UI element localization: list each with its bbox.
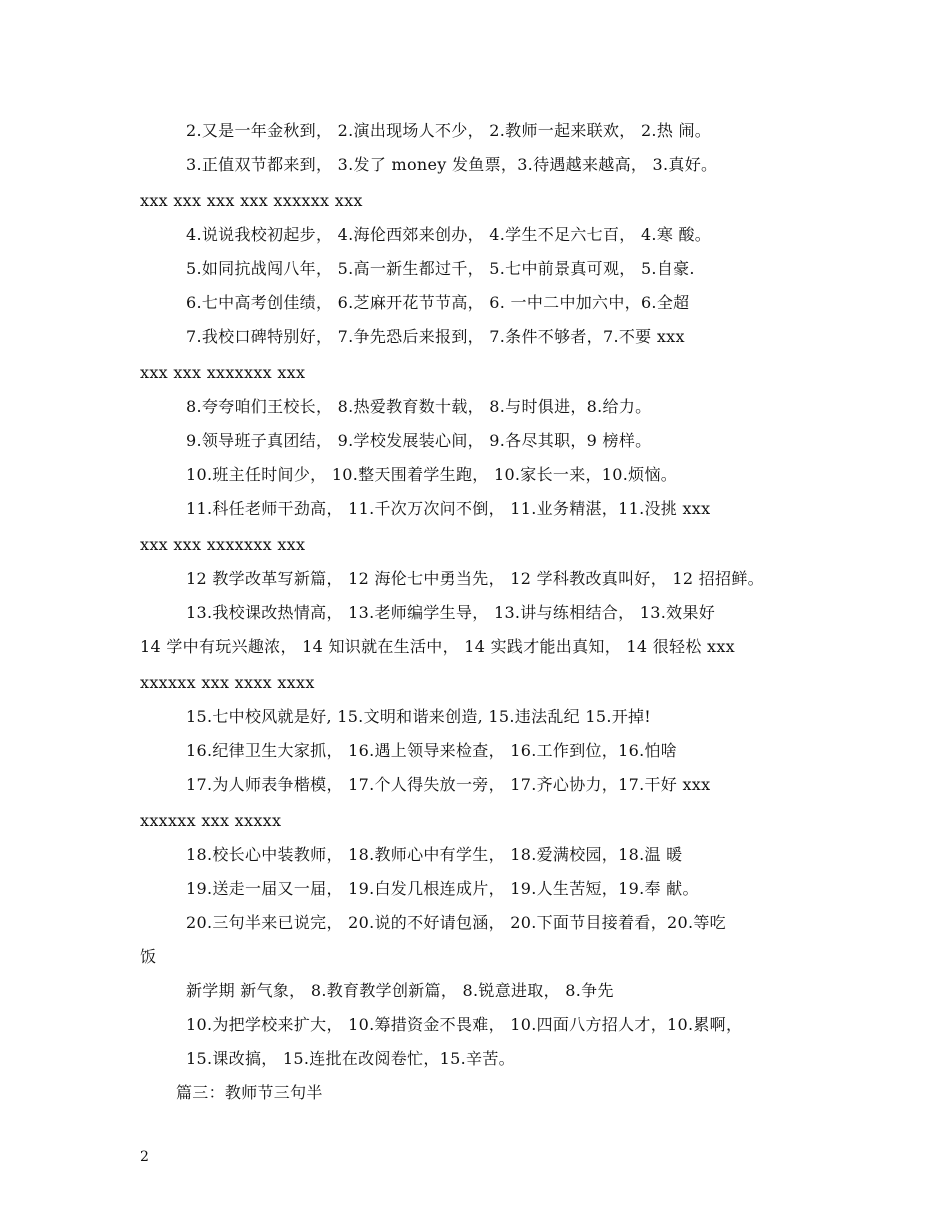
text-line: xxxxxx xxx xxxx xxxx: [140, 673, 315, 692]
text-line: xxx xxx xxxxxxx xxx: [140, 363, 306, 382]
text-line: 15.七中校风就是好, 15.文明和谐来创造, 15.违法乱纪 15.开掉!: [186, 707, 652, 726]
text-line: 20.三句半来已说完， 20.说的不好请包涵， 20.下面节目接着看，20.等吃: [186, 913, 726, 932]
text-line: 18.校长心中装教师， 18.教师心中有学生， 18.爱满校园，18.温 暖: [186, 845, 683, 864]
text-line: xxx xxx xxx xxx xxxxxx xxx: [140, 191, 363, 210]
text-line: 5.如同抗战闯八年， 5.高一新生都过千， 5.七中前景真可观， 5.自豪.: [186, 259, 695, 278]
section-heading: 篇三：教师节三句半: [176, 1083, 323, 1102]
text-line: 17.为人师表争楷模， 17.个人得失放一旁， 17.齐心协力，17.干好 xxx: [186, 775, 711, 794]
page-number: 2: [140, 1149, 149, 1165]
text-line: 8.夸夸咱们王校长， 8.热爱教育数十载， 8.与时俱进，8.给力。: [186, 397, 652, 416]
text-line: 新学期 新气象， 8.教育教学创新篇， 8.锐意进取， 8.争先: [186, 981, 614, 1000]
text-line: 15.课改搞， 15.连批在改阅卷忙，15.辛苦。: [186, 1049, 515, 1068]
text-line: 10.为把学校来扩大， 10.筹措资金不畏难， 10.四面八方招人才，10.累啊，: [186, 1015, 743, 1034]
text-line: 12 教学改革写新篇， 12 海伦七中勇当先， 12 学科教改真叫好， 12 招招鲜。: [186, 569, 764, 588]
text-line: xxxxxx xxx xxxxx: [140, 811, 282, 830]
text-line: xxx xxx xxxxxxx xxx: [140, 535, 306, 554]
text-line: 7.我校口碑特别好， 7.争先恐后来报到， 7.条件不够者，7.不要 xxx: [186, 327, 685, 346]
text-line: 19.送走一届又一届， 19.白发几根连成片， 19.人生苦短，19.奉 献。: [186, 879, 699, 898]
text-line: 10.班主任时间少， 10.整天围着学生跑， 10.家长一来，10.烦恼。: [186, 465, 678, 484]
text-line: 16.纪律卫生大家抓， 16.遇上领导来检查， 16.工作到位，16.怕啥: [186, 741, 678, 760]
text-line: 13.我校课改热情高， 13.老师编学生导， 13.讲与练相结合， 13.效果好: [186, 603, 716, 622]
text-line: 9.领导班子真团结， 9.学校发展装心间， 9.各尽其职，9 榜样。: [186, 431, 652, 450]
text-line: 11.科任老师干劲高， 11.千次万次问不倒， 11.业务精湛，11.没挑 xxx: [186, 499, 711, 518]
text-line: 饭: [140, 947, 157, 966]
text-line: 3.正值双节都来到， 3.发了 money 发鱼票，3.待遇越来越高， 3.真好。: [186, 155, 718, 174]
text-line: 2.又是一年金秋到， 2.演出现场人不少， 2.教师一起来联欢， 2.热 闹。: [186, 121, 712, 140]
text-line: 6.七中高考创佳绩， 6.芝麻开花节节高， 6. 一中二中加六中，6.全超: [186, 293, 690, 312]
text-line: 14 学中有玩兴趣浓， 14 知识就在生活中， 14 实践才能出真知， 14 很轻松 xxx: [140, 637, 735, 656]
text-line: 4.说说我校初起步， 4.海伦西郊来创办， 4.学生不足六七百， 4.寒 酸。: [186, 225, 712, 244]
